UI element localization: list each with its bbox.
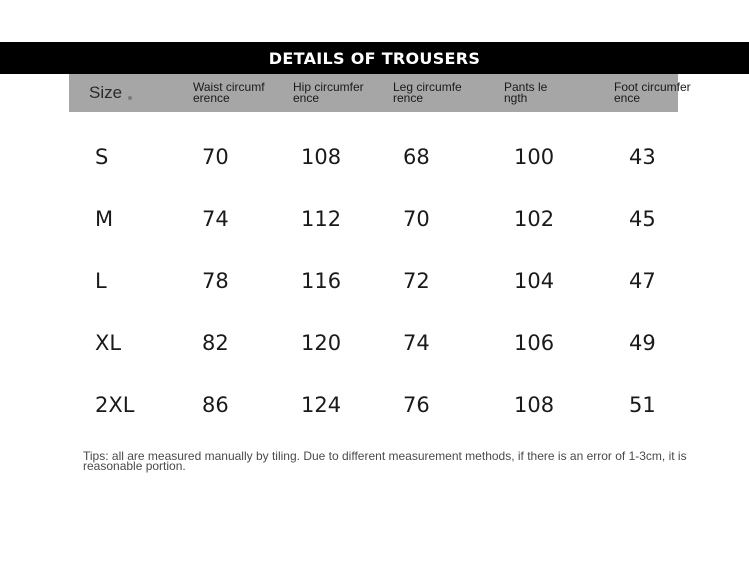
cell-foot: 45 [629,207,656,231]
cell-size: M [95,207,114,231]
page-title: DETAILS OF TROUSERS [268,48,481,68]
table-row [0,142,749,172]
cell-size: XL [95,331,122,355]
cell-waist: 82 [202,331,229,355]
column-header-leg: Leg circumference [393,80,462,105]
column-header-foot: Foot circumference [614,80,691,105]
column-header-size: Size [89,83,123,102]
cell-foot: 49 [629,331,656,355]
table-row [0,204,749,234]
cell-waist: 86 [202,393,229,417]
cell-leg: 70 [403,207,430,231]
cell-foot: 47 [629,269,656,293]
cell-leg: 74 [403,331,430,355]
table-row [0,390,749,420]
cell-pants-length: 106 [514,331,555,355]
cell-waist: 74 [202,207,229,231]
cell-foot: 51 [629,393,656,417]
cell-size: 2XL [95,393,135,417]
cell-leg: 68 [403,145,430,169]
dot-mark [128,96,132,100]
title-bar [0,42,749,74]
cell-size: L [95,269,107,293]
cell-leg: 76 [403,393,430,417]
cell-waist: 70 [202,145,229,169]
cell-hip: 116 [301,269,342,293]
cell-leg: 72 [403,269,430,293]
cell-waist: 78 [202,269,229,293]
cell-foot: 43 [629,145,656,169]
cell-hip: 124 [301,393,342,417]
cell-pants-length: 108 [514,393,555,417]
cell-hip: 108 [301,145,342,169]
cell-pants-length: 104 [514,269,555,293]
cell-hip: 120 [301,331,342,355]
column-header-pants-length: Pants length [504,80,548,105]
tips-note: Tips: all are measured manually by tiling. Due to different measurement methods, if there is an error of 1-3cm, it is reasonable portion. [83,449,687,473]
cell-size: S [95,145,109,169]
cell-pants-length: 102 [514,207,555,231]
cell-pants-length: 100 [514,145,555,169]
column-header-hip: Hip circumference [293,80,364,105]
column-header-waist: Waist circumference [193,80,265,105]
table-row [0,266,749,296]
table-header [69,74,678,112]
cell-hip: 112 [301,207,342,231]
table-row [0,328,749,358]
